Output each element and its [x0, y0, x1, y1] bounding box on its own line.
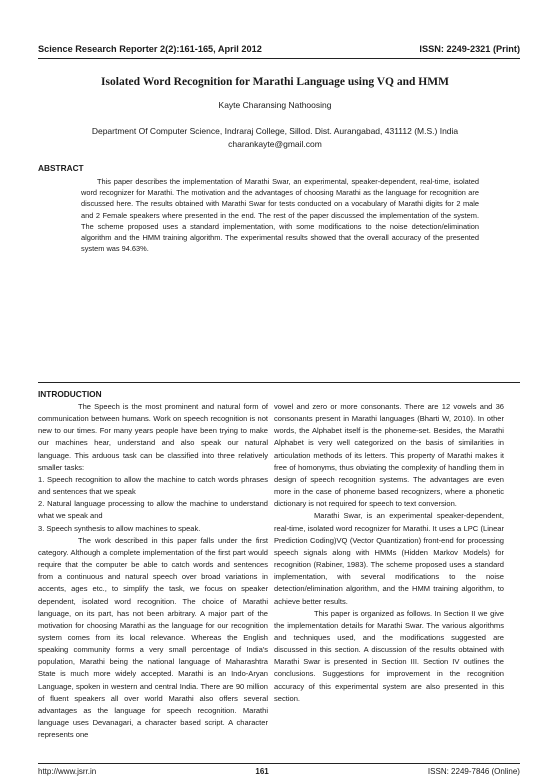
author-name: Kayte Charansing Nathoosing — [218, 100, 332, 110]
paragraph: The Speech is the most prominent and natural form of communication between humans. Work on speech recognition is not new to our times. For many years people have been trying to make our machines hear, understand and also speak our natural language. This arduous task can be classified into three relatively smaller tasks: — [38, 402, 268, 472]
list-item: 1. Speech recognition to allow the machine to catch words phrases and sentences that we speak — [38, 474, 268, 497]
section-rule — [38, 382, 520, 383]
list-item: 2. Natural language processing to allow the machine to understand what we speak and — [38, 499, 268, 521]
author-affiliation — [0, 125, 550, 151]
paragraph: The work described in this paper falls under the first category. Although a complete implementation of the first part would require that the computer be able to catch words and sentences from a continuous and natural speech over broad variations in accents, ages etc., to simplify the task, we focus on speaker dependent, isolated word recognition. The choice of Marathi language, on its part, has not been arbitrary. A major part of the motivation for choosing Marathi as the language for our recognition system comes from its local relevance. Whereas the English speaking community forms a very small percentage of India's population, Marathi being the national language of Maharashtra State is much more widely accepted. Marathi is an Indo-Aryan Language, spoken in western and central India. There are 90 million of fluent speakers all over world Marathi also offers several advantages as the language for speech recognition. Marathi language uses Devanagari, a character based script. A character represents one — [38, 535, 268, 740]
paragraph: Marathi Swar, is an experimental speaker-dependent, real-time, isolated word recognizer for Marathi. It uses a LPC (Linear Prediction Coding)VQ (Vector Quantization) front-end for processing speech signals along with HMMs (Hidden Markov Models) for recognition (Rabiner, 1983). The scheme proposed uses a standard implementation, with several modifications to the noise detection/elimination algorithm, and the HMM training algorithm, to achieve better results. — [274, 511, 504, 606]
online-issn: ISSN: 2249-7846 (Online) — [427, 767, 520, 776]
abstract-text: This paper describes the implementation of Marathi Swar, an experimental, speaker-dependent, real-time, isolated word recognizer for Marathi. The motivation and the advantages of choosing Marathi as the language for recognition are discussed here. The results obtained with Marathi Swar for tests conducted on a vocabulary of Marathi digits for 2 male and 2 Female speakers where presented in the end. The rest of the paper discussed the implementation of the system. The scheme proposed uses a standard implementation, with some modifications to the noise detection/elimination algorithm and the HMM training algorithm. The experimental results showed that the overall accuracy of the presented system was 94.63%. — [81, 177, 479, 254]
author-email[interactable]: charankayte@gmail.com — [228, 139, 322, 149]
footer-rule — [38, 763, 520, 764]
list-item: 3. Speech synthesis to allow machines to speak. — [38, 523, 201, 533]
header-rule — [38, 58, 520, 59]
journal-citation: Science Research Reporter 2(2):161-165, April 2012 — [38, 44, 262, 54]
running-header — [38, 44, 520, 54]
paper-title: Isolated Word Recognition for Marathi Language using VQ and HMM — [101, 76, 449, 88]
affiliation-text: Department Of Computer Science, Indraraj College, Sillod. Dist. Aurangabad, 431112 (M.S.) India — [91, 126, 459, 136]
paragraph: This paper is organized as follows. In Section II we give the implementation details for Marathi Swar. The various algorithms and techniques used, and the modifications suggested are discussed in this section. A discussion of the results obtained with Marathi Swar is presented in Section III. Section IV outlines the conclusions. Suggestions for improvement in the recognition accuracy of this experimental system are also presented in this section. — [274, 608, 504, 703]
journal-url[interactable]: http://www.jsrr.in — [38, 767, 97, 776]
introduction-heading: INTRODUCTION — [38, 389, 102, 399]
left-column — [38, 401, 268, 741]
print-issn: ISSN: 2249-2321 (Print) — [419, 44, 520, 54]
running-footer — [38, 767, 520, 776]
page-number: 161 — [255, 767, 269, 776]
right-column — [274, 401, 504, 705]
paragraph: vowel and zero or more consonants. There are 12 vowels and 36 consonants present in Marathi languages (Bharti W, 2010). In other words, the Alphabet itself is the phoneme-set. Besides, the Marathi Alphabet is very well categorized on the basis of similarities in articulation methods of its letters. This property of Marathi makes it free of homonyms, thus obviating the complexity of handling them in design of speech recognition systems. The advantages are even more in the case of phoneme based recognizers, where a phonetic dictionary is not required for speech to text conversion. — [274, 402, 504, 509]
abstract-heading: ABSTRACT — [38, 163, 84, 173]
